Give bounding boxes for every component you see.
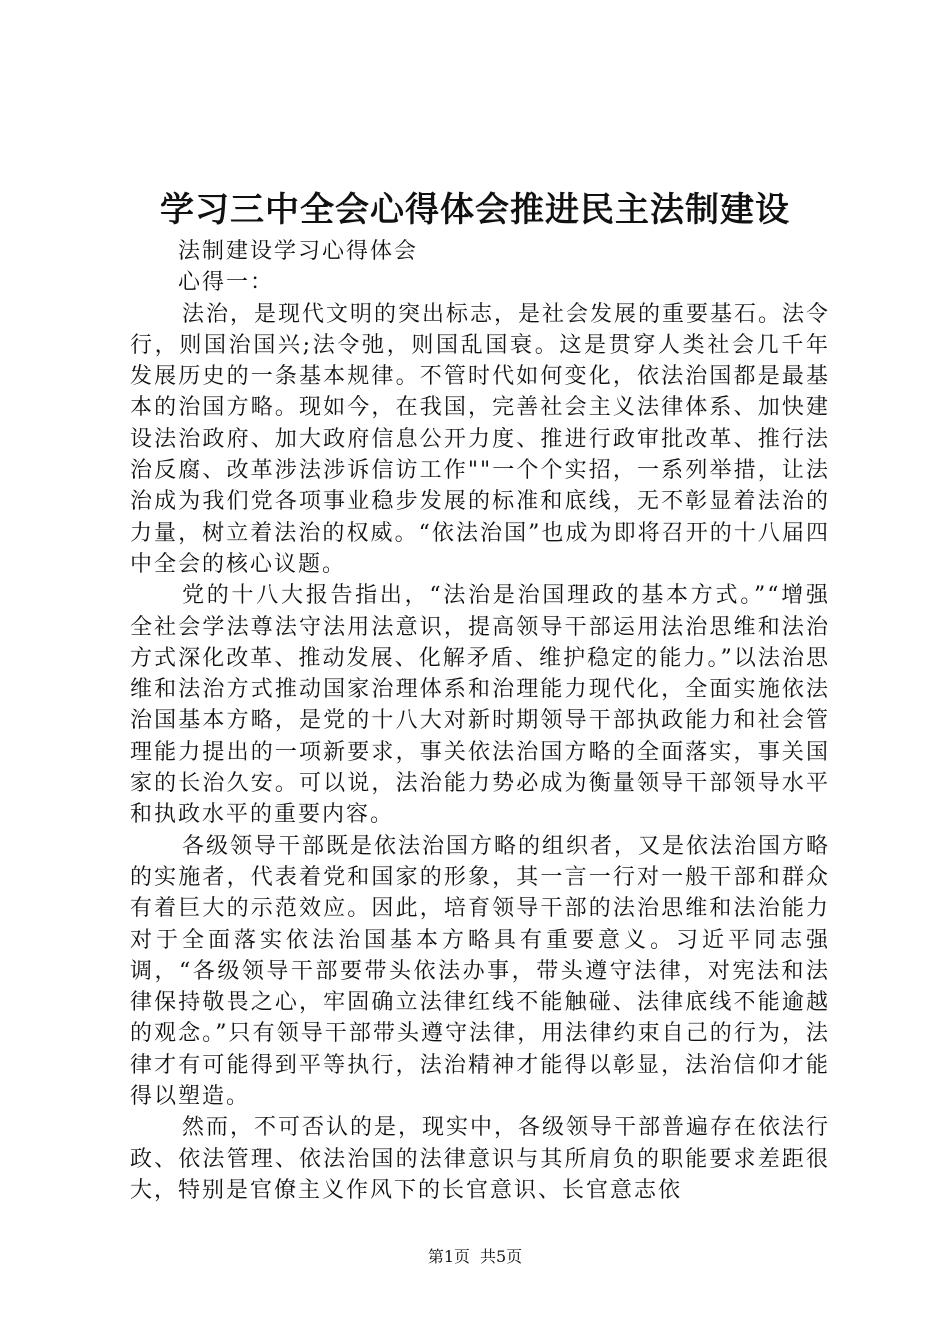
page-total: 共5页: [480, 1247, 523, 1266]
section-heading: 心得一：: [178, 270, 275, 296]
paragraph: 法治，是现代文明的突出标志，是社会发展的重要基石。法令行，则国治国兴;法令弛，则国乱国衰。这是贯穿人类社会几千年发展历史的一条基本规律。不管时代如何变化，依法治国都是最基本的治国方略。现如今，在我国，完善社会主义法律体系、加快建设法治政府、加大政府信息公开力度、推进行政审批改革、推行法治反腐、改革涉法涉诉信访工作""一个个实招，一系列举措，让法治成为我们党各项事业稳步发展的标准和底线，无不彰显着法治的力量，树立着法治的权威。“依法治国”也成为即将召开的十八届四中全会的核心议题。: [130, 301, 831, 577]
paragraph: 党的十八大报告指出，“法治是治国理政的基本方式。”“增强全社会学法尊法守法用法意识，提高领导干部运用法治思维和法治方式深化改革、推动发展、化解矛盾、维护稳定的能力。”以法治思维和法治方式推动国家治理体系和治理能力现代化，全面实施依法治国基本方略，是党的十八大对新时期领导干部执政能力和社会管理能力提出的一项新要求，事关依法治国方略的全面落实，事关国家的长治久安。可以说，法治能力势必成为衡量领导干部领导水平和执政水平的重要内容。: [130, 583, 830, 828]
page-footer: [0, 1245, 950, 1269]
paragraph: 各级领导干部既是依法治国方略的组织者，又是依法治国方略的实施者，代表着党和国家的形象，其一言一行对一般干部和群众有着巨大的示范效应。因此，培育领导干部的法治思维和法治能力对于全面落实依法治国基本方略具有重要意义。习近平同志强调，“各级领导干部要带头依法办事，带头遵守法律，对宪法和法律保持敬畏之心，牢固确立法律红线不能触碰、法律底线不能逾越的观念。”只有领导干部带头遵守法律，用法律约束自己的行为，法律才有可能得到平等执行，法治精神才能得以彰显，法治信仰才能得以塑造。: [130, 833, 831, 1110]
paragraph: 然而，不可否认的是，现实中，各级领导干部普遍存在依法行政、依法管理、依法治国的法律意识与其所肩负的职能要求差距很大，特别是官僚主义作风下的长官意识、长官意志依: [130, 1115, 831, 1203]
document-title: 学习三中全会心得体会推进民主法制建设: [160, 190, 790, 230]
document-subtitle: 法制建设学习心得体会: [178, 239, 419, 264]
page-number: 第1页: [427, 1247, 470, 1266]
document-body: [130, 236, 830, 1206]
